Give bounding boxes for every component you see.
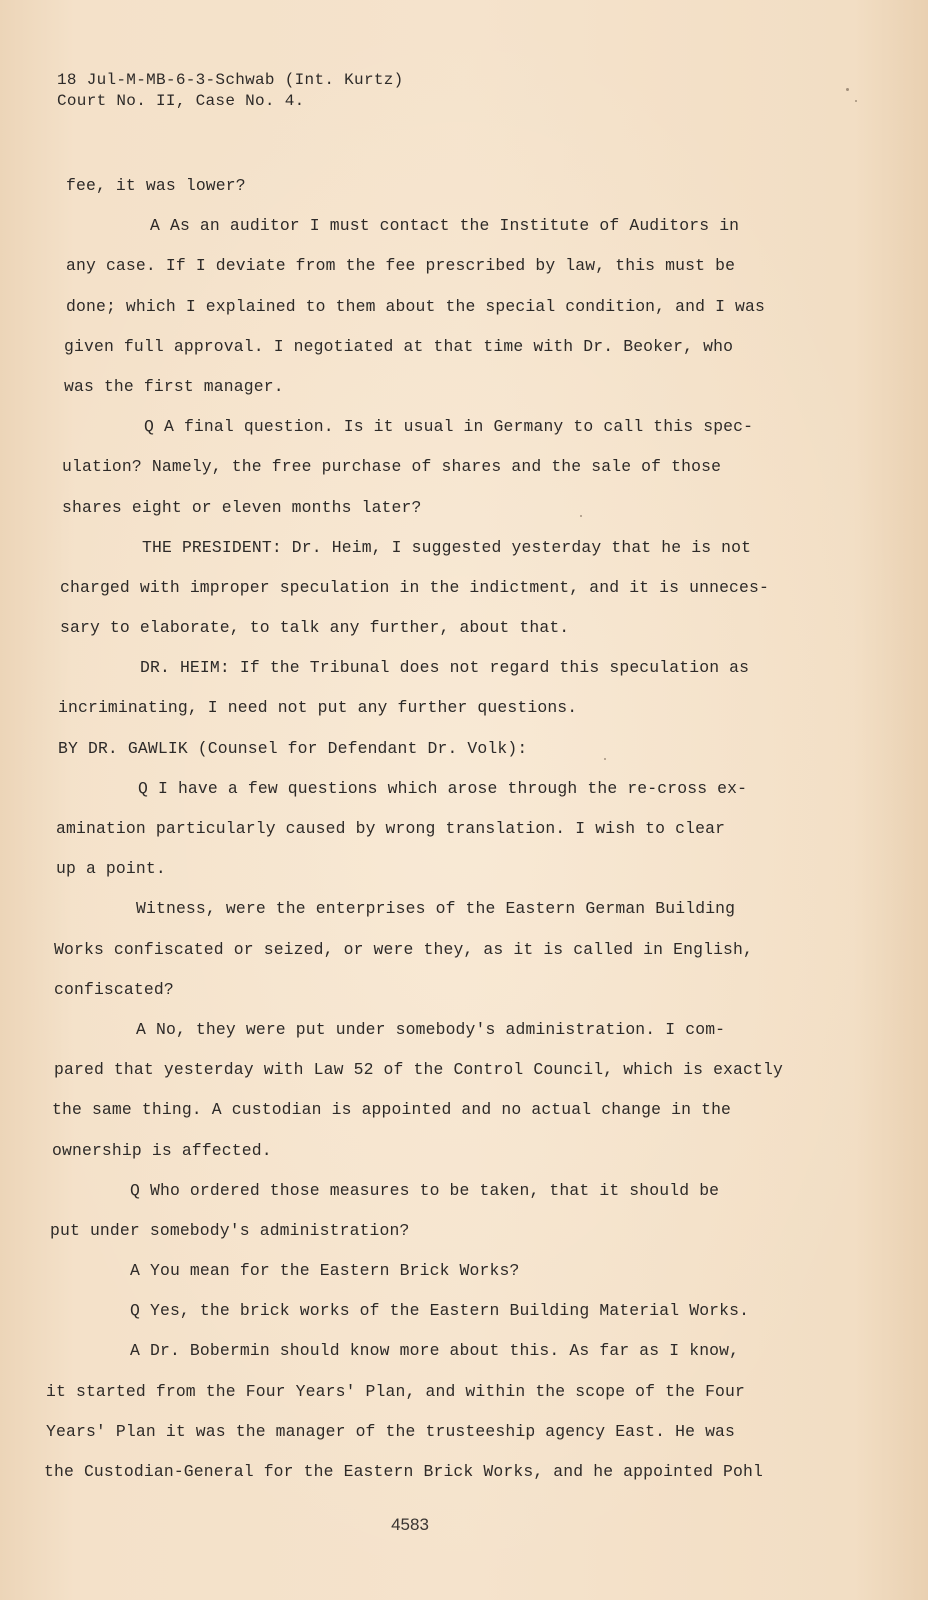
transcript-line: put under somebody's administration?: [50, 1220, 410, 1240]
transcript-line: confiscated?: [54, 979, 174, 999]
transcript-line: A You mean for the Eastern Brick Works?: [130, 1261, 520, 1281]
transcript-line: A No, they were put under somebody's administration. I com-: [136, 1019, 726, 1039]
paper-speck: [846, 88, 849, 91]
transcript-header: [57, 70, 404, 112]
transcript-line: Witness, were the enterprises of the Eastern German Building: [136, 899, 736, 919]
transcript-line: any case. If I deviate from the fee prescribed by law, this must be: [66, 256, 736, 276]
transcript-line: done; which I explained to them about the special condition, and I was: [66, 296, 766, 316]
transcript-line: DR. HEIM: If the Tribunal does not regard this speculation as: [140, 658, 750, 678]
paper-speck: [604, 758, 606, 760]
transcript-line: fee, it was lower?: [66, 176, 246, 195]
transcript-line: Years' Plan it was the manager of the trusteeship agency East. He was: [46, 1421, 736, 1441]
transcript-line: given full approval. I negotiated at that time with Dr. Beoker, who: [64, 336, 734, 356]
transcript-line: amination particularly caused by wrong translation. I wish to clear: [56, 819, 726, 838]
transcript-line: the same thing. A custodian is appointed and no actual change in the: [52, 1100, 732, 1120]
header-court-line: Court No. II, Case No. 4.: [57, 92, 305, 110]
transcript-line: Q A final question. Is it usual in Germany to call this spec-: [144, 417, 754, 437]
transcript-line: incriminating, I need not put any further questions.: [58, 698, 578, 718]
transcript-line: shares eight or eleven months later?: [62, 497, 422, 517]
transcript-line: A As an auditor I must contact the Institute of Auditors in: [150, 216, 740, 236]
header-session-line: 18 Jul-M-MB-6-3-Schwab (Int. Kurtz): [57, 71, 404, 89]
transcript-line: charged with improper speculation in the indictment, and it is unneces-: [60, 577, 770, 597]
transcript-body: [44, 166, 804, 1492]
paper-speck: [580, 515, 582, 517]
page-number: 4583: [391, 1515, 429, 1534]
transcript-line: Q Who ordered those measures to be taken, that it should be: [130, 1180, 720, 1200]
transcript-line: Q Yes, the brick works of the Eastern Building Material Works.: [130, 1301, 750, 1321]
paper-speck: [855, 100, 857, 102]
transcript-line: the Custodian-General for the Eastern Brick Works, and he appointed Pohl: [44, 1462, 763, 1481]
transcript-line: pared that yesterday with Law 52 of the Control Council, which is exactly: [54, 1060, 783, 1080]
transcript-line: Q I have a few questions which arose through the re-cross ex-: [138, 778, 748, 798]
transcript-line: sary to elaborate, to talk any further, about that.: [60, 618, 570, 638]
transcript-line: ulation? Namely, the free purchase of shares and the sale of those: [62, 457, 722, 477]
transcript-line: ownership is affected.: [52, 1140, 272, 1160]
transcript-line: BY DR. GAWLIK (Counsel for Defendant Dr. Volk):: [58, 738, 528, 758]
transcript-line: THE PRESIDENT: Dr. Heim, I suggested yesterday that he is not: [142, 537, 752, 557]
transcript-line: up a point.: [56, 859, 166, 879]
transcript-line: it started from the Four Years' Plan, and within the scope of the Four: [46, 1381, 746, 1401]
transcript-line: Works confiscated or seized, or were they, as it is called in English,: [54, 939, 754, 959]
transcript-line: A Dr. Bobermin should know more about this. As far as I know,: [130, 1341, 740, 1361]
transcript-line: was the first manager.: [64, 376, 284, 396]
